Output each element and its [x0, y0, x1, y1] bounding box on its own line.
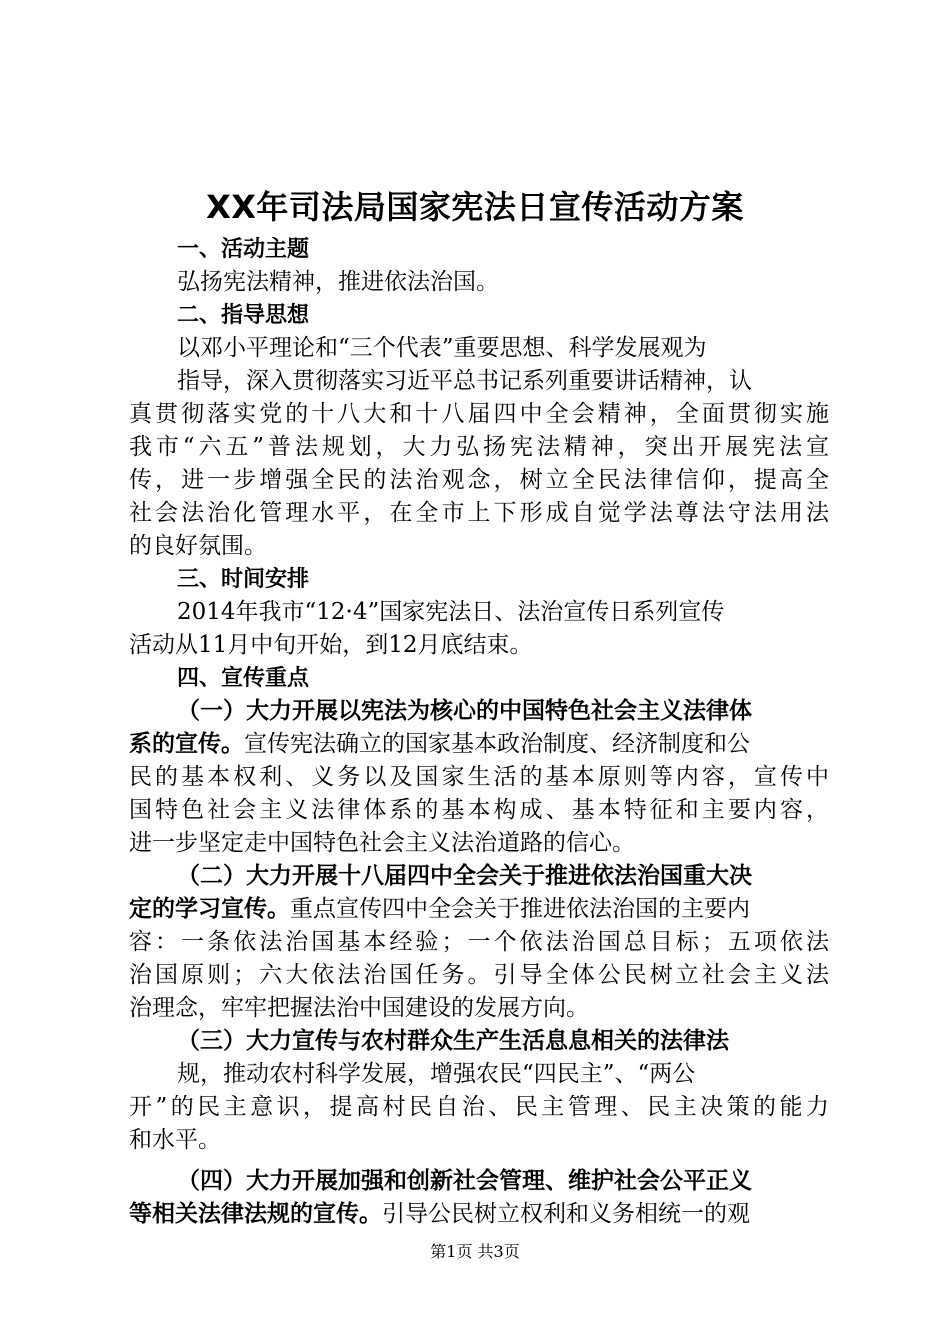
- paragraph-line: 国特色社会主义法律体系的基本构成、基本特征和主要内容，: [129, 797, 829, 823]
- item-heading-tail: 系的宣传。: [129, 731, 244, 757]
- paragraph-line: 真贯彻落实党的十八大和十八届四中全会精神，全面贯彻实施: [129, 401, 829, 427]
- paragraph-line: [129, 728, 829, 761]
- item-text: 重点宣传四中全会关于推进依法治国的主要内: [290, 896, 750, 922]
- section-heading: 一、活动主题: [177, 237, 310, 262]
- item-heading-line: （四）大力开展加强和创新社会管理、维护社会公平正义: [177, 1168, 752, 1194]
- paragraph-line: 的良好氛围。: [129, 533, 267, 559]
- item-text: 引导公民树立权利和义务相统一的观: [382, 1201, 750, 1227]
- item-text: 宣传宪法确立的国家基本政治制度、经济制度和公: [244, 731, 750, 757]
- section-heading: 三、时间安排: [177, 567, 310, 592]
- paragraph-line: 治理念，牢牢把握法治中国建设的发展方向。: [129, 995, 589, 1021]
- paragraph-line: 以邓小平理论和“三个代表”重要思想、科学发展观为: [177, 335, 707, 361]
- paragraph-line: 活动从11月中旬开始，到12月底结束。: [129, 632, 533, 658]
- paragraph-line: 社会法治化管理水平，在全市上下形成自觉学法尊法守法用法: [129, 500, 829, 526]
- paragraph-line: 规，推动农村科学发展，增强农民“四民主”、“两公: [177, 1061, 696, 1087]
- paragraph-line: [129, 893, 829, 926]
- paragraph-line: 传，进一步增强全民的法治观念，树立全民法律信仰，提高全: [129, 467, 829, 493]
- paragraph-line: 容：一条依法治国基本经验；一个依法治国总目标；五项依法: [129, 929, 829, 955]
- paragraph-line: [129, 1198, 829, 1231]
- section-heading: 四、宣传重点: [177, 666, 310, 691]
- paragraph-line: 和水平。: [129, 1127, 221, 1153]
- paragraph-line: 民的基本权利、义务以及国家生活的基本原则等内容，宣传中: [129, 764, 829, 790]
- page-number-footer: 第1页 共3页: [430, 1242, 520, 1261]
- paragraph-line: 2014年我市“12·4”国家宪法日、法治宣传日系列宣传: [177, 599, 725, 625]
- item-heading-line: （三）大力宣传与农村群众生产生活息息相关的法律法: [177, 1028, 729, 1054]
- item-heading-line: （一）大力开展以宪法为核心的中国特色社会主义法律体: [177, 698, 752, 724]
- item-heading-line: （二）大力开展十八届四中全会关于推进依法治国重大决: [177, 863, 752, 889]
- document-title: XX年司法局国家宪法日宣传活动方案: [206, 188, 744, 226]
- paragraph-line: 进一步坚定走中国特色社会主义法治道路的信心。: [129, 830, 635, 856]
- section-heading: 二、指导思想: [177, 303, 310, 328]
- paragraph-line: 我市“六五”普法规划，大力弘扬宪法精神，突出开展宪法宣: [129, 434, 829, 460]
- document-body: [129, 233, 829, 1231]
- paragraph-gap: [129, 1157, 829, 1165]
- paragraph-line: 弘扬宪法精神，推进依法治国。: [177, 269, 499, 295]
- item-heading-tail: 等相关法律法规的宣传。: [129, 1201, 382, 1227]
- paragraph-line: 开”的民主意识，提高村民自治、民主管理、民主决策的能力: [129, 1094, 829, 1120]
- paragraph-line: 指导，深入贯彻落实习近平总书记系列重要讲话精神，认: [177, 368, 752, 394]
- item-heading-tail: 定的学习宣传。: [129, 896, 290, 922]
- paragraph-line: 治国原则；六大依法治国任务。引导全体公民树立社会主义法: [129, 962, 829, 988]
